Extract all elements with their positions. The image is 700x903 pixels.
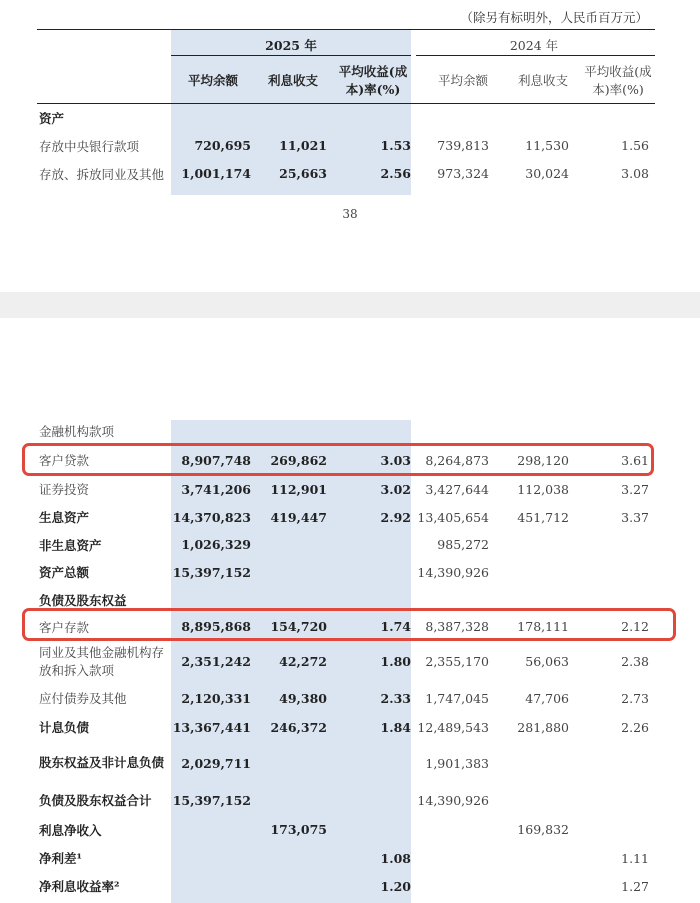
cell-interest-2024: 298,120: [517, 452, 569, 468]
cell-avg-balance-2024: 14,390,926: [417, 792, 489, 808]
year-2024-underline: [416, 55, 655, 56]
cell-yield-2024: 1.11: [621, 850, 649, 866]
cell-avg-balance-2024: 8,264,873: [425, 452, 489, 468]
cell-interest-2024: [489, 844, 569, 872]
cell-interest-2024: [489, 872, 569, 900]
table-row-total-assets: [37, 558, 655, 586]
cell-interest-2024: [489, 558, 569, 586]
cell-yield-2025: 2.56: [380, 166, 411, 181]
cell-yield-2024: 3.61: [621, 452, 649, 468]
col-header-yield-2024: [578, 60, 658, 102]
table-row-net-interest-income: [37, 815, 655, 844]
table-row-securities: [37, 475, 655, 503]
table-row-interbank: [37, 159, 655, 188]
table-row-interest-bearing-liabilities: [37, 713, 655, 741]
cell-yield-2025: 2.33: [380, 690, 411, 706]
continued-label: 金融机构款项: [39, 424, 115, 439]
cell-avg-balance-2024: 2,355,170: [425, 654, 489, 669]
cell-yield-2024: 2.73: [621, 690, 649, 706]
cell-interest-2025: [251, 531, 327, 558]
row-label: 股东权益及非计息负债: [39, 755, 165, 770]
page-bottom: [0, 318, 700, 903]
row-label: 同业及其他金融机构存放和拆入款项: [39, 644, 165, 678]
row-label: 证券投资: [39, 482, 90, 497]
cell-interest-2025: 25,663: [279, 166, 327, 181]
cell-avg-balance-2024: 14,390,926: [417, 564, 489, 580]
cell-interest-2024: 178,111: [517, 619, 569, 634]
cell-interest-2025: 11,021: [279, 138, 327, 153]
cell-avg-balance-2024: 1,901,383: [425, 755, 489, 771]
cell-yield-2024: 1.27: [621, 878, 649, 894]
cell-avg-balance-2024: 985,272: [437, 537, 489, 552]
cell-avg-balance-2025: 8,907,748: [181, 452, 251, 468]
cell-interest-2025: 269,862: [270, 452, 327, 468]
cell-yield-2024: [569, 785, 649, 815]
unit-note: （除另有标明外，人民币百万元）: [460, 10, 648, 25]
cell-yield-2025: 1.74: [380, 619, 411, 634]
cell-interest-2024: [489, 785, 569, 815]
cell-yield-2025: [327, 741, 411, 785]
cell-avg-balance-2024: 8,387,328: [425, 619, 489, 634]
cell-avg-balance-2025: [171, 872, 251, 900]
row-label: 净利差¹: [39, 851, 82, 866]
table-row-non-interest-assets: [37, 531, 655, 558]
row-label: 负债及股东权益: [39, 592, 127, 608]
table-row-net-interest-spread: [37, 844, 655, 872]
cell-avg-balance-2024: 1,747,045: [425, 690, 489, 706]
cell-yield-2024: 2.38: [621, 654, 649, 669]
cell-interest-2025: [251, 785, 327, 815]
cell-interest-2024: [489, 531, 569, 558]
table-row-interest-earning-assets: [37, 503, 655, 531]
highlight-customer-loans: [22, 443, 654, 476]
cell-interest-2025: [251, 872, 327, 900]
cell-avg-balance-2025: 2,351,242: [181, 654, 251, 669]
top-rule: [37, 29, 655, 30]
cell-avg-balance-2025: [171, 844, 251, 872]
cell-yield-2024: 2.12: [621, 619, 649, 634]
cell-yield-2025: [327, 531, 411, 558]
cell-yield-2025: 2.92: [380, 509, 411, 525]
cell-yield-2025: [327, 558, 411, 586]
year-2024-header: 2024 年: [509, 38, 559, 53]
cell-yield-2024: [569, 558, 649, 586]
cell-avg-balance-2025: 2,029,711: [181, 755, 251, 771]
cell-yield-2025: 1.84: [380, 719, 411, 735]
cell-avg-balance-2025: 15,397,152: [172, 564, 251, 580]
cell-yield-2024: 1.56: [621, 138, 649, 153]
year-2025-header: 2025 年: [265, 38, 317, 53]
page-number: 38: [342, 207, 358, 221]
cell-interest-2025: 154,720: [270, 619, 327, 634]
cell-avg-balance-2024: [415, 872, 489, 900]
cell-interest-2024: 451,712: [517, 509, 569, 525]
table-row-net-interest-margin: [37, 872, 655, 900]
cell-avg-balance-2024: 3,427,644: [425, 481, 489, 497]
table-row-total-liabilities-equity: [37, 785, 655, 815]
col-header-avg-balance-2024: 平均余额: [437, 73, 488, 88]
row-label: 存放、拆放同业及其他: [39, 166, 165, 182]
cell-avg-balance-2024: 739,813: [437, 138, 489, 153]
highlight-customer-deposits: [22, 608, 676, 641]
row-label: 计息负债: [39, 720, 90, 735]
page-separator: [0, 292, 700, 318]
yield-2024-line2: 本)率(%): [592, 82, 644, 97]
year-2025-underline: [171, 55, 411, 56]
row-label: 资产总额: [39, 565, 90, 580]
table-row-central-bank: [37, 131, 655, 160]
yield-2025-line1: 平均收益(成: [338, 64, 408, 79]
cell-avg-balance-2024: 973,324: [437, 166, 489, 181]
cell-interest-2025: [251, 844, 327, 872]
cell-avg-balance-2025: 15,397,152: [172, 792, 251, 808]
cell-avg-balance-2024: [415, 815, 489, 844]
cell-avg-balance-2025: [171, 815, 251, 844]
cell-interest-2025: 49,380: [279, 690, 327, 706]
cell-interest-2025: 419,447: [270, 509, 327, 525]
cell-yield-2025: [327, 815, 411, 844]
cell-yield-2024: 3.08: [621, 166, 649, 181]
cell-interest-2025: [251, 741, 327, 785]
cell-interest-2024: 11,530: [525, 138, 569, 153]
cell-yield-2025: 3.02: [380, 481, 411, 497]
yield-2024-line1: 平均收益(成: [584, 64, 652, 79]
page-top: [0, 0, 700, 292]
table-row-assets-heading: [37, 103, 655, 132]
cell-yield-2024: 3.37: [621, 509, 649, 525]
row-label: 客户存款: [39, 619, 90, 635]
cell-yield-2025: 1.20: [380, 878, 411, 894]
cell-interest-2025: 173,075: [270, 822, 327, 837]
cell-interest-2024: 112,038: [517, 481, 569, 497]
cell-interest-2024: 56,063: [525, 654, 569, 669]
cell-yield-2025: 1.08: [380, 850, 411, 866]
table-row-interbank-deposits: [37, 640, 655, 683]
table-row-equity-non-interest: [37, 741, 655, 785]
col-header-interest-2024: 利息收支: [517, 73, 568, 88]
row-label: 净利息收益率²: [39, 879, 120, 894]
cell-avg-balance-2025: 13,367,441: [172, 719, 251, 735]
cell-interest-2024: 47,706: [525, 690, 569, 706]
cell-interest-2025: [251, 558, 327, 586]
cell-yield-2024: 3.27: [621, 481, 649, 497]
table-row-bonds-payable: [37, 683, 655, 713]
yield-2025-line2: 本)率(%): [345, 82, 401, 97]
cell-avg-balance-2024: 12,489,543: [417, 719, 489, 735]
cell-yield-2024: [569, 531, 649, 558]
cell-avg-balance-2025: 720,695: [194, 138, 251, 153]
cell-interest-2025: 42,272: [279, 654, 327, 669]
row-label: 利息净收入: [39, 822, 102, 838]
cell-interest-2024: 30,024: [525, 166, 569, 181]
cell-avg-balance-2024: 13,405,654: [417, 509, 489, 525]
cell-yield-2025: 1.53: [380, 138, 411, 153]
cell-interest-2024: 169,832: [517, 822, 569, 837]
cell-yield-2025: 3.03: [380, 452, 411, 468]
cell-avg-balance-2025: 1,026,329: [181, 537, 251, 552]
cell-avg-balance-2025: 3,741,206: [181, 481, 251, 497]
cell-avg-balance-2025: 8,895,868: [181, 619, 251, 634]
cell-avg-balance-2025: 1,001,174: [181, 166, 251, 181]
cell-interest-2024: [489, 741, 569, 785]
col-header-yield-2025: [333, 60, 413, 102]
row-label: 应付债券及其他: [39, 691, 127, 706]
cell-interest-2025: 112,901: [270, 481, 327, 497]
row-label: 资产: [39, 110, 65, 126]
cell-interest-2024: 281,880: [517, 719, 569, 735]
cell-yield-2024: 2.26: [621, 719, 649, 735]
cell-interest-2025: 246,372: [270, 719, 327, 735]
row-label: 非生息资产: [39, 537, 102, 553]
cell-yield-2025: 1.80: [380, 654, 411, 669]
cell-yield-2024: [569, 815, 649, 844]
row-label: 客户贷款: [39, 453, 90, 468]
row-label: 负债及股东权益合计: [39, 793, 152, 808]
cell-avg-balance-2024: [415, 844, 489, 872]
cell-yield-2024: [569, 741, 649, 785]
col-header-interest-2025: 利息收支: [267, 73, 318, 88]
table-row-continued: [37, 418, 655, 444]
row-label: 存放中央银行款项: [39, 138, 140, 154]
cell-yield-2025: [327, 785, 411, 815]
col-header-avg-balance-2025: 平均余额: [187, 73, 238, 88]
row-label: 生息资产: [39, 510, 90, 525]
cell-avg-balance-2025: 14,370,823: [172, 509, 251, 525]
cell-avg-balance-2025: 2,120,331: [181, 690, 251, 706]
